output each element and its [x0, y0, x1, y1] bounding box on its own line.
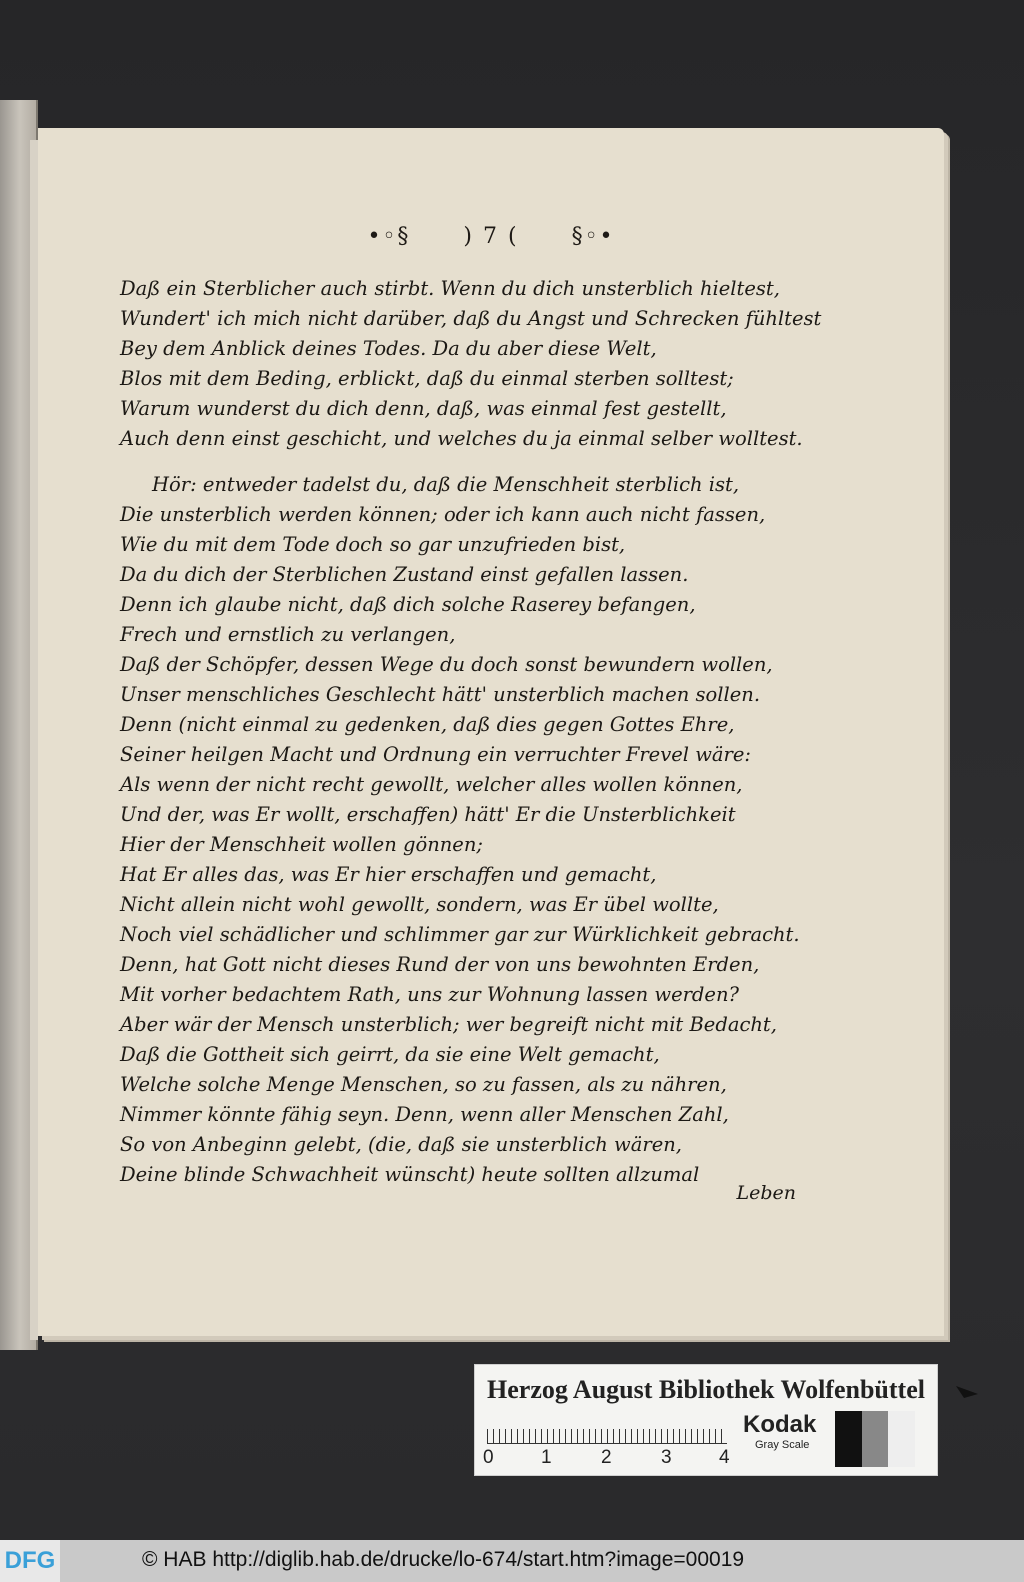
text-line: Hör: entweder tadelst du, daß die Menschheit sterblich ist, — [152, 473, 740, 496]
ruler-number: 1 — [541, 1447, 552, 1468]
ruler-numbers — [483, 1447, 743, 1469]
text-line: Bey dem Anblick deines Todes. Da du aber diese Welt, — [120, 337, 657, 360]
ruler-number: 2 — [601, 1447, 612, 1468]
text-line: Nicht allein nicht wohl gewollt, sondern, was Er übel wollte, — [120, 893, 719, 916]
ruler-number: 0 — [483, 1447, 494, 1468]
text-line: Frech und ernstlich zu verlangen, — [120, 623, 456, 646]
text-line: So von Anbeginn gelebt, (die, daß sie unsterblich wären, — [120, 1133, 682, 1156]
text-line: Mit vorher bedachtem Rath, uns zur Wohnung lassen werden? — [120, 983, 739, 1006]
book-page — [38, 128, 944, 1336]
text-line: Daß die Gottheit sich geirrt, da sie eine Welt gemacht, — [120, 1043, 660, 1066]
text-line: Wundert' ich mich nicht darüber, daß du Angst und Schrecken fühltest — [120, 307, 822, 330]
text-line: Hat Er alles das, was Er hier erschaffen und gemacht, — [120, 863, 657, 886]
catchword: Leben — [736, 1182, 796, 1204]
text-line: Auch denn einst geschicht, und welches du ja einmal selber wolltest. — [120, 427, 803, 450]
header-right-ornament: §◦• — [571, 224, 615, 249]
page-header — [38, 224, 944, 249]
gray-swatches — [835, 1411, 915, 1467]
swatch-gray — [862, 1411, 889, 1467]
page-number: ) 7 ( — [463, 224, 519, 249]
dfg-logo: DFG — [0, 1540, 60, 1582]
text-line: Denn ich glaube nicht, daß dich solche Raserey befangen, — [120, 593, 696, 616]
page-text — [120, 274, 860, 1190]
kodak-logo: Kodak — [743, 1411, 817, 1438]
text-line: Unser menschliches Geschlecht hätt' unsterblich machen sollen. — [120, 683, 761, 706]
text-line: Hier der Menschheit wollen gönnen; — [120, 833, 483, 856]
text-line: Als wenn der nicht recht gewollt, welcher alles wollen können, — [120, 773, 743, 796]
text-line: Denn, hat Gott nicht dieses Rund der von uns bewohnten Erden, — [120, 953, 760, 976]
text-line: Noch viel schädlicher und schlimmer gar zur Würklichkeit gebracht. — [120, 923, 800, 946]
text-line: Seiner heilgen Macht und Ordnung ein verruchter Frevel wäre: — [120, 743, 751, 766]
text-line: Aber wär der Mensch unsterblich; wer begreift nicht mit Bedacht, — [120, 1013, 777, 1036]
color-card — [474, 1364, 938, 1476]
text-line: Daß ein Sterblicher auch stirbt. Wenn du dich unsterblich hieltest, — [120, 277, 780, 300]
text-line: Da du dich der Sterblichen Zustand einst gefallen lassen. — [120, 563, 689, 586]
swatch-black — [835, 1411, 862, 1467]
text-line: Die unsterblich werden können; oder ich kann auch nicht fassen, — [120, 503, 766, 526]
footer-bar — [0, 1540, 1024, 1582]
ruler-number: 4 — [719, 1447, 730, 1468]
text-line: Wie du mit dem Tode doch so gar unzufrieden bist, — [120, 533, 626, 556]
text-line: Denn (nicht einmal zu gedenken, daß dies gegen Gottes Ehre, — [120, 713, 735, 736]
text-line: Deine blinde Schwachheit wünscht) heute sollten allzumal — [120, 1163, 700, 1186]
gray-scale-label: Gray Scale — [755, 1439, 810, 1451]
arrow-pointer-icon — [952, 1380, 982, 1410]
ruler-number: 3 — [661, 1447, 672, 1468]
copyright-link[interactable]: © HAB http://diglib.hab.de/drucke/lo-674/start.htm?image=00019 — [142, 1548, 745, 1571]
text-line: Blos mit dem Beding, erblickt, daß du einmal sterben solltest; — [120, 367, 734, 390]
text-line: Welche solche Menge Menschen, so zu fassen, als zu nähren, — [120, 1073, 727, 1096]
text-line: Nimmer könnte fähig seyn. Denn, wenn aller Menschen Zahl, — [120, 1103, 729, 1126]
scale-ruler — [487, 1413, 727, 1444]
institution-label: Herzog August Bibliothek Wolfenbüttel — [487, 1375, 925, 1404]
page-gutter — [30, 140, 38, 1340]
swatch-white — [888, 1411, 915, 1467]
text-line: Und der, was Er wollt, erschaffen) hätt' Er die Unsterblichkeit — [120, 803, 736, 826]
text-line: Warum wunderst du dich denn, daß, was einmal fest gestellt, — [120, 397, 727, 420]
text-line: Daß der Schöpfer, dessen Wege du doch sonst bewundern wollen, — [120, 653, 773, 676]
header-left-ornament: •◦§ — [367, 224, 411, 249]
